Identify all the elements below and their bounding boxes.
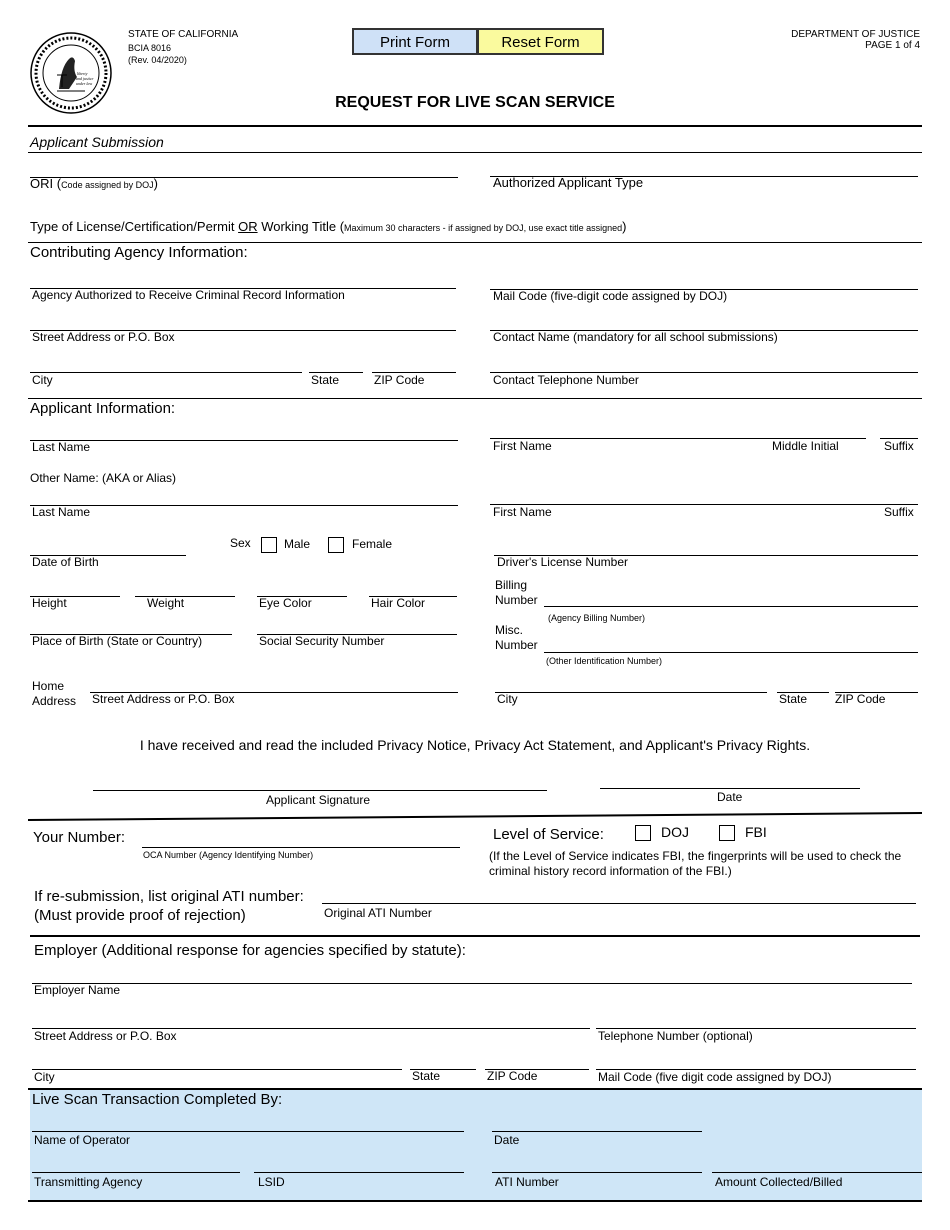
hair-color-label: Hair Color: [371, 596, 426, 610]
original-ati-label: Original ATI Number: [324, 906, 432, 920]
transmitting-agency-label: Transmitting Agency: [34, 1175, 143, 1189]
mail-code-label: Mail Code (five-digit code assigned by DOJ): [493, 289, 728, 303]
suffix-input[interactable]: [882, 423, 918, 437]
employer-name-label: Employer Name: [34, 983, 121, 997]
misc-number-label: (Other Identification Number): [546, 656, 663, 666]
hair-color-input[interactable]: [371, 581, 457, 595]
ori-label: ORI (Code assigned by DOJ): [30, 176, 158, 191]
misc-label-1: Misc.: [495, 623, 523, 637]
employer-state-label: State: [412, 1069, 441, 1083]
home-label-1: Home: [32, 679, 65, 693]
male-label: Male: [284, 537, 311, 551]
svg-text:and justice: and justice: [76, 76, 94, 81]
contact-name-input[interactable]: [493, 315, 917, 329]
home-city-label: City: [497, 692, 518, 706]
height-label: Height: [32, 596, 67, 610]
alias-last-name-input[interactable]: [32, 490, 456, 504]
first-name-label: First Name: [493, 439, 552, 453]
employer-phone-label: Telephone Number (optional): [598, 1029, 753, 1043]
agency-city-input[interactable]: [32, 357, 302, 371]
home-label-2: Address: [32, 694, 77, 708]
place-of-birth-label: Place of Birth (State or Country): [32, 634, 203, 648]
home-street-label: Street Address or P.O. Box: [92, 692, 235, 706]
section-contributing-agency: Contributing Agency Information:: [30, 244, 248, 261]
svg-text:liberty: liberty: [77, 71, 88, 76]
agency-zip-label: ZIP Code: [374, 373, 425, 387]
divider: [28, 811, 924, 823]
level-of-service-label: Level of Service:: [493, 826, 604, 843]
weight-input[interactable]: [137, 581, 235, 595]
contact-name-label: Contact Name (mandatory for all school submissions): [493, 330, 778, 344]
divider: [28, 125, 922, 127]
home-state-input[interactable]: [779, 677, 829, 691]
doj-label: DOJ: [661, 824, 689, 840]
place-of-birth-input[interactable]: [32, 619, 232, 633]
lsid-input[interactable]: [256, 1157, 464, 1171]
live-scan-date-label: Date: [494, 1133, 520, 1147]
signature-label: Applicant Signature: [266, 793, 371, 807]
agency-street-label: Street Address or P.O. Box: [32, 330, 175, 344]
your-number-label: Your Number:: [33, 829, 125, 846]
employer-mail-code-label: Mail Code (five digit code assigned by DOJ): [598, 1070, 832, 1084]
employer-zip-label: ZIP Code: [487, 1069, 538, 1083]
female-label: Female: [352, 537, 393, 551]
ssn-input[interactable]: [259, 619, 457, 633]
employer-phone-input[interactable]: [598, 1013, 916, 1027]
home-street-input[interactable]: [92, 677, 457, 691]
mail-code-input[interactable]: [493, 274, 917, 288]
amount-collected-label: Amount Collected/Billed: [715, 1175, 843, 1189]
section-applicant-submission: Applicant Submission: [30, 134, 164, 150]
ssn-label: Social Security Number: [259, 634, 385, 648]
form-title: REQUEST FOR LIVE SCAN SERVICE: [335, 94, 615, 111]
signature-input[interactable]: [95, 775, 547, 789]
home-city-input[interactable]: [497, 677, 767, 691]
agency-state-label: State: [311, 373, 340, 387]
suffix-label: Suffix: [884, 439, 914, 453]
fbi-note-line-2: criminal history record information of the FBI.): [489, 864, 732, 878]
divider: [28, 152, 922, 153]
sex-label: Sex: [230, 536, 251, 550]
reset-form-button[interactable]: Reset Form: [477, 28, 604, 55]
agency-label: Agency Authorized to Receive Criminal Record Information: [32, 288, 345, 302]
employer-city-input[interactable]: [34, 1054, 402, 1068]
agency-zip-input[interactable]: [374, 357, 456, 371]
middle-initial-label: Middle Initial: [772, 439, 839, 453]
state-label: STATE OF CALIFORNIA: [128, 29, 239, 40]
other-name-label: Other Name: (AKA or Alias): [30, 471, 177, 485]
contact-phone-input[interactable]: [493, 357, 917, 371]
transmitting-agency-input[interactable]: [34, 1157, 240, 1171]
billing-label-1: Billing: [495, 578, 528, 592]
employer-city-label: City: [34, 1070, 55, 1084]
weight-label: Weight: [147, 596, 185, 610]
authorized-applicant-type-label: Authorized Applicant Type: [493, 175, 644, 190]
drivers-license-label: Driver's License Number: [497, 555, 628, 569]
dob-input[interactable]: [32, 540, 186, 554]
page-number: PAGE 1 of 4: [865, 40, 920, 51]
lsid-label: LSID: [258, 1175, 285, 1189]
employer-name-input[interactable]: [34, 968, 912, 982]
amount-collected-input[interactable]: [714, 1157, 920, 1171]
last-name-label: Last Name: [32, 440, 91, 454]
billing-label-2: Number: [495, 593, 538, 607]
male-checkbox[interactable]: [261, 537, 277, 553]
alias-last-name-label: Last Name: [32, 505, 91, 519]
license-title-label: Type of License/Certification/Permit OR Working Title (Maximum 30 characters - if assigned by DOJ, use exact title assigned): [30, 219, 627, 234]
billing-number-label: (Agency Billing Number): [548, 613, 646, 623]
original-ati-input[interactable]: [324, 888, 916, 902]
operator-name-label: Name of Operator: [34, 1133, 131, 1147]
agency-state-input[interactable]: [311, 357, 363, 371]
last-name-input[interactable]: [32, 425, 456, 439]
privacy-statement: I have received and read the included Privacy Notice, Privacy Act Statement, and Applicant's Privacy Rights.: [139, 737, 811, 753]
misc-number-input[interactable]: [546, 637, 917, 651]
section-live-scan: Live Scan Transaction Completed By:: [32, 1091, 283, 1108]
ati-number-label: ATI Number: [495, 1175, 559, 1189]
eye-color-label: Eye Color: [259, 596, 312, 610]
misc-label-2: Number: [495, 638, 538, 652]
section-employer: Employer (Additional response for agencies specified by statute):: [34, 942, 466, 959]
employer-zip-input[interactable]: [487, 1054, 589, 1068]
female-checkbox[interactable]: [328, 537, 344, 553]
resubmission-label-2: (Must provide proof of rejection): [34, 907, 246, 924]
employer-street-label: Street Address or P.O. Box: [34, 1029, 177, 1043]
doj-checkbox[interactable]: [635, 825, 651, 841]
home-state-label: State: [779, 692, 808, 706]
contact-phone-label: Contact Telephone Number: [493, 373, 639, 387]
fbi-label: FBI: [745, 824, 767, 840]
drivers-license-input[interactable]: [497, 540, 917, 554]
alias-first-name-label: First Name: [493, 505, 552, 519]
svg-text:under law: under law: [76, 81, 93, 86]
home-zip-label: ZIP Code: [835, 692, 886, 706]
first-name-input[interactable]: [493, 423, 865, 437]
resubmission-label-1: If re-submission, list original ATI number:: [34, 888, 304, 905]
height-input[interactable]: [32, 581, 120, 595]
print-form-button[interactable]: Print Form: [352, 28, 478, 55]
department-label: DEPARTMENT OF JUSTICE: [791, 29, 920, 40]
live-scan-date-input[interactable]: [494, 1116, 702, 1130]
authorized-applicant-type-input[interactable]: [493, 161, 917, 175]
signature-date-input[interactable]: [602, 773, 860, 787]
oca-number-label: OCA Number (Agency Identifying Number): [143, 850, 314, 860]
home-zip-input[interactable]: [837, 677, 918, 691]
billing-number-input[interactable]: [546, 591, 917, 605]
eye-color-input[interactable]: [259, 581, 347, 595]
agency-city-label: City: [32, 373, 53, 387]
revision: (Rev. 04/2020): [128, 55, 187, 65]
operator-name-input[interactable]: [34, 1116, 464, 1130]
form-number: BCIA 8016: [128, 43, 172, 53]
dob-label: Date of Birth: [32, 555, 99, 569]
agency-street-input[interactable]: [32, 315, 456, 329]
agency-input[interactable]: [32, 273, 456, 287]
alias-first-name-input[interactable]: [493, 489, 917, 503]
signature-date-label: Date: [717, 790, 743, 804]
oca-number-input[interactable]: [144, 832, 460, 846]
employer-state-input[interactable]: [412, 1054, 476, 1068]
employer-street-input[interactable]: [34, 1013, 590, 1027]
section-applicant-information: Applicant Information:: [30, 400, 176, 417]
ati-number-input[interactable]: [494, 1157, 702, 1171]
employer-mail-code-input[interactable]: [598, 1054, 916, 1068]
fbi-note-line-1: (If the Level of Service indicates FBI, the fingerprints will be used to check the: [489, 849, 902, 863]
ori-input[interactable]: [92, 162, 458, 176]
fbi-checkbox[interactable]: [719, 825, 735, 841]
alias-suffix-label: Suffix: [884, 505, 914, 519]
